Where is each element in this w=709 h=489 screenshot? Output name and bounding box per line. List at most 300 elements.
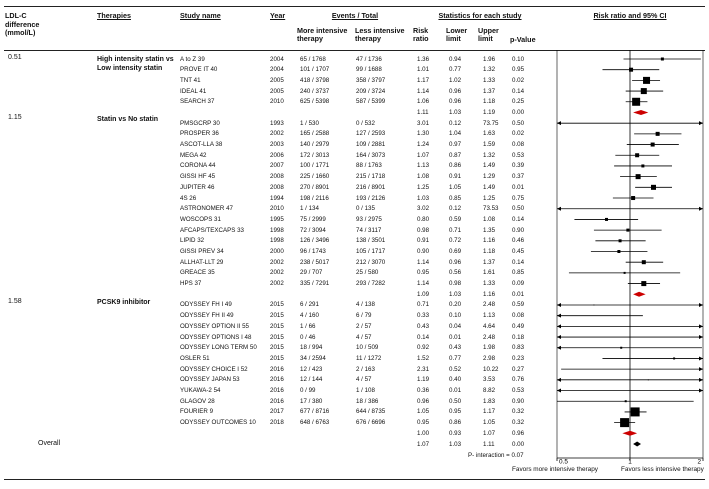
p-value: 0.23 — [512, 354, 525, 362]
ci-arrow-left — [557, 314, 561, 318]
point-estimate — [605, 218, 608, 221]
study-name: PROSPER 36 — [180, 130, 219, 138]
summary-diamond — [633, 292, 646, 297]
point-estimate — [593, 304, 594, 305]
summary-upper-limit: 1.19 — [483, 108, 496, 116]
lower-limit: 0.86 — [449, 162, 462, 170]
upper-limit: 1.18 — [483, 98, 496, 106]
study-year: 2016 — [270, 365, 284, 373]
study-year: 2015 — [270, 354, 284, 362]
study-name: GREACE 35 — [180, 269, 215, 277]
lower-limit: 0.77 — [449, 66, 462, 74]
study-year: 2003 — [270, 141, 284, 149]
header-year: Year — [270, 11, 286, 20]
events-less: 109 / 2881 — [356, 141, 386, 149]
events-less: 138 / 3501 — [356, 237, 386, 245]
header-plot-title: Risk ratio and 95% CI — [593, 11, 667, 20]
study-year: 2015 — [270, 301, 284, 309]
header-upper-limit: Upper limit — [478, 26, 499, 43]
events-less: 587 / 5399 — [356, 98, 386, 106]
events-less: 88 / 1763 — [356, 162, 382, 170]
point-estimate — [648, 379, 649, 380]
study-name: ODYSSEY FH I 49 — [180, 301, 232, 309]
p-value: 0.76 — [512, 376, 525, 384]
group-therapy-3: PCSK9 inhibitor — [97, 299, 151, 306]
upper-limit: 1.37 — [483, 258, 496, 266]
upper-limit: 10.22 — [483, 365, 499, 373]
summary-p-value: 0.01 — [512, 290, 525, 298]
risk-ratio: 0.14 — [417, 333, 430, 341]
study-name: ASTRONOMER 47 — [180, 205, 233, 213]
study-name: ODYSSEY FH II 49 — [180, 312, 234, 320]
study-year: 2008 — [270, 183, 284, 191]
study-name: HPS 37 — [180, 280, 202, 288]
study-year: 2018 — [270, 419, 284, 427]
upper-limit: 4.64 — [483, 322, 496, 330]
events-less: 47 / 1736 — [356, 55, 382, 63]
study-name: ODYSSEY OPTIONS I 48 — [180, 333, 252, 341]
events-less: 4 / 138 — [356, 301, 375, 309]
p-value: 0.14 — [512, 215, 525, 223]
risk-ratio: 0.80 — [417, 215, 430, 223]
p-value: 0.08 — [512, 312, 525, 320]
study-name: SEARCH 37 — [180, 98, 215, 106]
lower-limit: 0.86 — [449, 419, 462, 427]
upper-limit: 1.29 — [483, 173, 496, 181]
lower-limit: 0.91 — [449, 173, 462, 181]
lower-limit: 0.97 — [449, 141, 462, 149]
point-estimate — [626, 229, 629, 232]
events-less: 644 / 8735 — [356, 408, 386, 416]
lower-limit: 0.85 — [449, 194, 462, 202]
ci-arrow-left — [557, 346, 561, 350]
point-estimate — [631, 196, 635, 200]
study-year: 2015 — [270, 344, 284, 352]
upper-limit: 1.18 — [483, 248, 496, 255]
study-year: 2002 — [270, 130, 284, 138]
risk-ratio: 1.17 — [417, 76, 430, 84]
events-less: 99 / 1688 — [356, 66, 382, 74]
study-year: 2015 — [270, 322, 284, 330]
header-risk-ratio: Risk ratio — [413, 26, 429, 43]
study-year: 2015 — [270, 333, 284, 341]
p-value: 0.49 — [512, 322, 525, 330]
events-less: 4 / 57 — [356, 376, 372, 384]
events-more: 1 / 134 — [300, 205, 319, 213]
p-value: 0.85 — [512, 269, 525, 277]
study-year: 1998 — [270, 226, 284, 234]
risk-ratio: 0.95 — [417, 269, 430, 277]
study-name: GISSI PREV 34 — [180, 248, 224, 255]
upper-limit: 1.16 — [483, 237, 496, 245]
events-less: 215 / 1718 — [356, 173, 386, 181]
p-value: 0.75 — [512, 194, 525, 202]
upper-limit: 8.82 — [483, 387, 496, 395]
study-name: ODYSSEY CHOICE I 52 — [180, 365, 248, 373]
upper-limit: 1.17 — [483, 408, 496, 416]
study-year: 2016 — [270, 397, 284, 405]
ci-arrow-right — [699, 389, 703, 393]
risk-ratio: 0.98 — [417, 226, 430, 234]
ci-arrow-left — [557, 389, 561, 393]
study-name: PMSGCRP 30 — [180, 119, 220, 127]
events-less: 25 / 580 — [356, 269, 379, 277]
p-value: 0.90 — [512, 397, 525, 405]
ci-arrow-right — [699, 121, 703, 125]
favors-left-label: Favors more intensive therapy — [512, 466, 598, 473]
events-less: 74 / 3117 — [356, 226, 382, 234]
lower-limit: 1.02 — [449, 76, 462, 84]
summary-risk-ratio: 1.07 — [417, 440, 430, 448]
study-name: OSLER 51 — [180, 354, 210, 362]
risk-ratio: 1.24 — [417, 141, 430, 149]
lower-limit: 0.40 — [449, 376, 462, 384]
events-less: 10 / 509 — [356, 344, 379, 352]
events-more: 72 / 3094 — [300, 226, 326, 234]
summary-lower-limit: 1.03 — [449, 440, 462, 448]
p-value: 0.32 — [512, 419, 525, 427]
lower-limit: 0.94 — [449, 55, 462, 63]
events-more: 65 / 1768 — [300, 55, 326, 63]
study-year: 1995 — [270, 215, 284, 223]
point-estimate — [642, 260, 646, 264]
lower-limit: 0.04 — [449, 322, 462, 330]
lower-limit: 0.50 — [449, 397, 462, 405]
summary-p-value: 0.96 — [512, 429, 525, 437]
study-name: LIPID 32 — [180, 237, 205, 245]
risk-ratio: 1.05 — [417, 408, 430, 416]
group-ldl-1: 0.51 — [8, 54, 22, 61]
p-value: 0.53 — [512, 387, 525, 395]
events-less: 193 / 2126 — [356, 194, 386, 202]
summary-p-value: 0.00 — [512, 440, 525, 448]
upper-limit: 2.48 — [483, 301, 496, 309]
summary-upper-limit: 1.16 — [483, 290, 496, 298]
study-name: A to Z 39 — [180, 55, 205, 63]
risk-ratio: 3.02 — [417, 205, 430, 213]
ci-arrow-left — [557, 121, 561, 125]
study-name: CORONA 44 — [180, 162, 216, 170]
point-estimate — [641, 281, 646, 286]
lower-limit: 0.98 — [449, 280, 462, 288]
events-more: 101 / 1707 — [300, 66, 330, 74]
lower-limit: 0.12 — [449, 205, 462, 213]
events-less: 212 / 3070 — [356, 258, 386, 266]
risk-ratio: 0.96 — [417, 397, 430, 405]
events-more: 100 / 1771 — [300, 162, 330, 170]
events-less: 93 / 2975 — [356, 215, 382, 223]
lower-limit: 0.56 — [449, 269, 462, 277]
summary-diamond — [633, 442, 641, 447]
study-year: 2005 — [270, 76, 284, 84]
point-estimate — [641, 164, 644, 167]
study-year: 2002 — [270, 258, 284, 266]
header-lower-limit: Lower limit — [446, 26, 468, 43]
p-value: 0.39 — [512, 162, 525, 170]
point-estimate — [632, 98, 640, 106]
lower-limit: 0.95 — [449, 408, 462, 416]
risk-ratio: 1.13 — [417, 162, 430, 170]
lower-limit: 0.71 — [449, 226, 462, 234]
upper-limit: 73.53 — [483, 205, 499, 213]
upper-limit: 73.75 — [483, 119, 499, 127]
ci-arrow-left — [557, 335, 561, 339]
point-estimate — [643, 77, 650, 84]
point-estimate — [635, 153, 639, 157]
events-less: 11 / 1272 — [356, 354, 382, 362]
risk-ratio: 1.07 — [417, 151, 430, 159]
ci-arrow-left — [557, 303, 561, 307]
ci-arrow-right — [699, 303, 703, 307]
lower-limit: 1.05 — [449, 183, 462, 191]
events-more: 4 / 160 — [300, 312, 319, 320]
point-estimate — [636, 174, 641, 179]
risk-ratio: 1.14 — [417, 258, 430, 266]
point-estimate — [625, 400, 627, 402]
p-value: 0.14 — [512, 258, 525, 266]
risk-ratio: 1.52 — [417, 354, 430, 362]
lower-limit: 0.72 — [449, 237, 462, 245]
events-more: 677 / 8716 — [300, 408, 330, 416]
study-year: 2010 — [270, 205, 284, 213]
study-year: 2007 — [270, 162, 284, 170]
risk-ratio: 1.19 — [417, 376, 430, 384]
events-more: 75 / 2999 — [300, 215, 326, 223]
study-name: ODYSSEY LONG TERM 50 — [180, 344, 257, 352]
study-name: IDEAL 41 — [180, 87, 207, 95]
risk-ratio: 1.36 — [417, 55, 430, 63]
upper-limit: 1.83 — [483, 397, 496, 405]
risk-ratio: 1.06 — [417, 98, 430, 106]
p-value: 0.90 — [512, 226, 525, 234]
study-year: 2000 — [270, 248, 284, 255]
events-more: 0 / 46 — [300, 333, 316, 341]
upper-limit: 1.05 — [483, 419, 496, 427]
risk-ratio: 0.91 — [417, 237, 430, 245]
study-name: FOURIER 9 — [180, 408, 214, 416]
risk-ratio: 1.14 — [417, 87, 430, 95]
point-estimate — [661, 58, 664, 61]
point-estimate — [629, 68, 633, 72]
header-events-total: Events / Total — [331, 11, 379, 20]
ci-arrow-right — [699, 324, 703, 328]
risk-ratio: 3.01 — [417, 119, 430, 127]
p-value: 0.02 — [512, 130, 525, 138]
p-value: 0.95 — [512, 66, 525, 74]
events-less: 0 / 532 — [356, 119, 375, 127]
point-estimate — [624, 272, 626, 274]
header-therapies: Therapies — [97, 11, 131, 20]
study-year: 1993 — [270, 119, 284, 127]
summary-risk-ratio: 1.00 — [417, 429, 430, 437]
p-value: 0.50 — [512, 119, 525, 127]
p-value: 0.14 — [512, 87, 525, 95]
x-tick-label: 0.5 — [559, 458, 568, 466]
risk-ratio: 0.33 — [417, 312, 430, 320]
events-more: 238 / 5017 — [300, 258, 330, 266]
point-estimate — [651, 143, 655, 147]
p-value: 0.59 — [512, 301, 525, 309]
x-tick-label: 1 — [628, 458, 632, 466]
study-year: 2015 — [270, 312, 284, 320]
header-study: Study name — [180, 11, 221, 20]
events-more: 0 / 99 — [300, 387, 316, 395]
group-therapy-1: High intensity statin vs Low intensity statin — [97, 56, 174, 72]
events-more: 29 / 707 — [300, 269, 323, 277]
upper-limit: 1.32 — [483, 151, 496, 159]
upper-limit: 1.63 — [483, 130, 496, 138]
lower-limit: 0.96 — [449, 258, 462, 266]
p-value: 0.10 — [512, 55, 525, 63]
events-less: 676 / 6696 — [356, 419, 386, 427]
lower-limit: 0.10 — [449, 312, 462, 320]
upper-limit: 1.96 — [483, 55, 496, 63]
risk-ratio: 0.71 — [417, 301, 430, 309]
events-more: 335 / 7291 — [300, 280, 330, 288]
study-name: 4S 26 — [180, 194, 197, 202]
lower-limit: 1.04 — [449, 130, 462, 138]
study-year: 2002 — [270, 280, 284, 288]
ci-arrow-right — [699, 207, 703, 211]
events-less: 2 / 163 — [356, 365, 375, 373]
events-less: 293 / 7282 — [356, 280, 386, 288]
lower-limit: 0.87 — [449, 151, 462, 159]
p-interaction: P- interaction = 0.07 — [468, 452, 524, 459]
summary-upper-limit: 1.07 — [483, 429, 496, 437]
summary-lower-limit: 0.93 — [449, 429, 462, 437]
study-year: 2016 — [270, 376, 284, 384]
risk-ratio: 1.03 — [417, 194, 430, 202]
point-estimate — [656, 132, 660, 136]
study-year: 2008 — [270, 173, 284, 181]
upper-limit: 1.13 — [483, 312, 496, 320]
point-estimate — [673, 357, 675, 359]
summary-risk-ratio: 1.09 — [417, 290, 430, 298]
upper-limit: 1.33 — [483, 76, 496, 84]
upper-limit: 2.98 — [483, 354, 496, 362]
overall-label: Overall — [38, 440, 61, 447]
p-value: 0.08 — [512, 141, 525, 149]
study-year: 1994 — [270, 194, 284, 202]
upper-limit: 1.35 — [483, 226, 496, 234]
events-less: 216 / 8901 — [356, 183, 386, 191]
events-more: 96 / 1743 — [300, 248, 326, 255]
events-less: 1 / 108 — [356, 387, 375, 395]
summary-lower-limit: 1.03 — [449, 290, 462, 298]
upper-limit: 1.25 — [483, 194, 496, 202]
events-less: 0 / 135 — [356, 205, 375, 213]
events-more: 165 / 2588 — [300, 130, 330, 138]
summary-diamond — [633, 110, 648, 115]
summary-lower-limit: 1.03 — [449, 108, 462, 116]
header-less-intensive: Less intensive therapy — [355, 26, 405, 43]
risk-ratio: 0.92 — [417, 344, 430, 352]
header-p-value: p-Value — [510, 35, 536, 44]
upper-limit: 1.61 — [483, 269, 496, 277]
risk-ratio: 2.31 — [417, 365, 430, 373]
ci-arrow-left — [557, 378, 561, 382]
lower-limit: 0.12 — [449, 119, 462, 127]
risk-ratio: 1.08 — [417, 173, 430, 181]
study-name: YUKAWA-2 54 — [180, 387, 221, 395]
events-more: 12 / 423 — [300, 365, 323, 373]
lower-limit: 0.96 — [449, 98, 462, 106]
events-more: 6 / 291 — [300, 301, 319, 309]
group-ldl-3: 1.58 — [8, 298, 22, 305]
events-more: 625 / 5398 — [300, 98, 330, 106]
events-more: 12 / 144 — [300, 376, 323, 384]
study-name: ODYSSEY OPTION II 55 — [180, 322, 250, 330]
risk-ratio: 1.01 — [417, 66, 430, 74]
p-value: 0.25 — [512, 98, 525, 106]
study-year: 2004 — [270, 55, 284, 63]
ci-arrow-right — [699, 356, 703, 360]
risk-ratio: 0.43 — [417, 322, 430, 330]
p-value: 0.46 — [512, 237, 525, 245]
x-tick-label: 2 — [697, 458, 701, 466]
p-value: 0.18 — [512, 333, 525, 341]
point-estimate — [617, 250, 620, 253]
lower-limit: 0.01 — [449, 387, 462, 395]
point-estimate — [651, 185, 656, 190]
study-name: ASCOT-LLA 38 — [180, 141, 223, 149]
risk-ratio: 1.14 — [417, 280, 430, 288]
risk-ratio: 1.30 — [417, 130, 430, 138]
group-therapy-2: Statin vs No statin — [97, 116, 159, 123]
p-value: 0.53 — [512, 151, 525, 159]
study-year: 2017 — [270, 408, 284, 416]
ci-arrow-right — [699, 378, 703, 382]
ci-arrow-right — [699, 335, 703, 339]
lower-limit: 0.52 — [449, 365, 462, 373]
upper-limit: 1.49 — [483, 162, 496, 170]
risk-ratio: 0.95 — [417, 419, 430, 427]
ci-arrow-right — [699, 367, 703, 371]
point-estimate — [620, 418, 629, 427]
header-ldl: LDL-C difference (mmol/L) — [5, 11, 40, 37]
events-more: 17 / 380 — [300, 397, 323, 405]
study-year: 2006 — [270, 151, 284, 159]
study-name: AFCAPS/TEXCAPS 33 — [180, 226, 244, 234]
study-name: TNT 41 — [180, 76, 201, 84]
events-less: 209 / 3724 — [356, 87, 386, 95]
events-more: 126 / 3496 — [300, 237, 330, 245]
upper-limit: 1.33 — [483, 280, 496, 288]
upper-limit: 1.37 — [483, 87, 496, 95]
lower-limit: 0.59 — [449, 215, 462, 223]
study-name: WOSCOPS 31 — [180, 215, 221, 223]
events-less: 4 / 57 — [356, 333, 372, 341]
events-less: 358 / 3797 — [356, 76, 386, 84]
events-more: 1 / 530 — [300, 119, 319, 127]
study-year: 2002 — [270, 269, 284, 277]
summary-risk-ratio: 1.11 — [417, 108, 429, 116]
events-more: 198 / 2116 — [300, 194, 329, 202]
study-year: 2010 — [270, 98, 284, 106]
p-value: 0.01 — [512, 183, 525, 191]
events-more: 240 / 3737 — [300, 87, 330, 95]
summary-diamond — [622, 431, 637, 436]
p-value: 0.27 — [512, 365, 525, 373]
study-name: PROVE IT 40 — [180, 66, 218, 74]
study-year: 2004 — [270, 66, 284, 74]
upper-limit: 2.48 — [483, 333, 496, 341]
ci-arrow-left — [557, 207, 561, 211]
study-year: 2016 — [270, 387, 284, 395]
study-name: ODYSSEY OUTCOMES 10 — [180, 419, 256, 427]
study-name: GLAGOV 28 — [180, 397, 215, 405]
events-more: 34 / 2594 — [300, 354, 326, 362]
